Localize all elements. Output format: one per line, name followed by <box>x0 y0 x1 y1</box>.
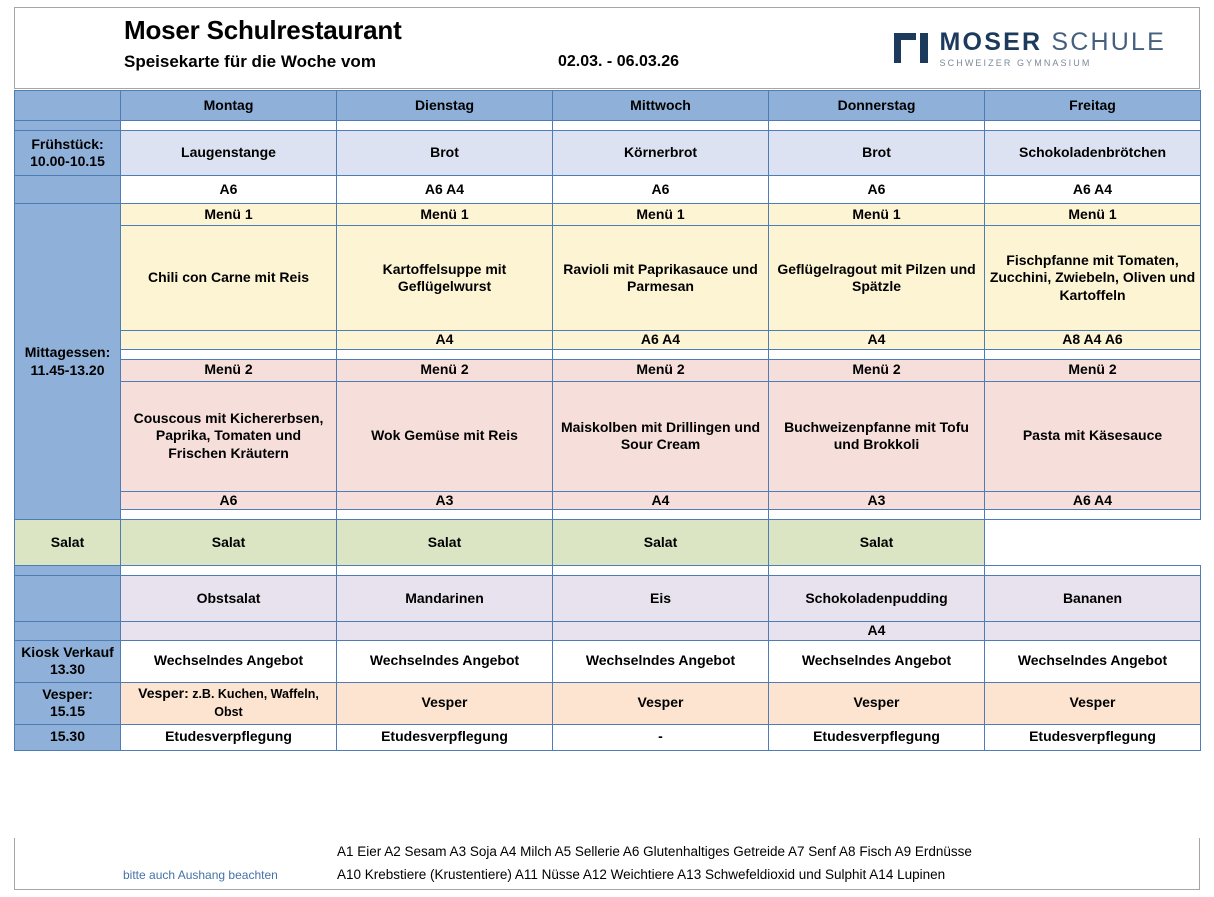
menu2-item-row <box>15 381 1201 491</box>
time-label-evening: 15.30 <box>15 724 121 750</box>
salad-dienstag: Salat <box>121 520 337 566</box>
menu1-item-montag: Chili con Carne mit Reis <box>121 226 337 331</box>
kiosk-label-line2: 13.30 <box>49 661 86 677</box>
menu1-label-donnerstag: Menü 1 <box>769 204 985 226</box>
spacer-cell <box>337 510 553 520</box>
dessert-row <box>15 576 1201 622</box>
spacer-row-1 <box>15 121 1201 131</box>
menu1-allergen-dienstag: A4 <box>337 331 553 350</box>
dessert-allergen-dienstag <box>337 622 553 641</box>
menu1-label-row <box>15 204 1201 226</box>
spacer-cell <box>337 566 553 576</box>
kiosk-freitag: Wechselndes Angebot <box>985 640 1201 682</box>
kiosk-row <box>15 640 1201 682</box>
menu1-allergen-row <box>15 331 1201 350</box>
breakfast-label-line1: Frühstück: <box>31 135 104 152</box>
header-corner-cell <box>15 91 121 121</box>
breakfast-donnerstag: Brot <box>769 131 985 176</box>
weekly-menu-table <box>14 90 1201 751</box>
menu1-item-row <box>15 226 1201 331</box>
dessert-allergen-mittwoch <box>553 622 769 641</box>
breakfast-label-line2: 10.00-10.15 <box>30 153 105 169</box>
spacer-cell <box>15 121 121 131</box>
menu1-allergen-mittwoch: A6 A4 <box>553 331 769 350</box>
menu2-item-dienstag: Wok Gemüse mit Reis <box>337 381 553 491</box>
breakfast-dienstag: Brot <box>337 131 553 176</box>
evening-row <box>15 724 1201 750</box>
menu2-label-mittwoch: Menü 2 <box>553 359 769 381</box>
evening-donnerstag: Etudesverpflegung <box>769 724 985 750</box>
breakfast-mittwoch: Körnerbrot <box>553 131 769 176</box>
spacer-cell <box>15 566 121 576</box>
allergen-legend <box>14 838 1200 890</box>
day-header-mittwoch: Mittwoch <box>553 91 769 121</box>
spacer-cell <box>985 121 1201 131</box>
menu1-label-mittwoch: Menü 1 <box>553 204 769 226</box>
menu1-allergen-freitag: A8 A4 A6 <box>985 331 1201 350</box>
vesper-mittwoch: Vesper <box>553 682 769 724</box>
spacer-cell <box>769 510 985 520</box>
spacer-cell <box>15 176 121 204</box>
menu1-allergen-montag <box>121 331 337 350</box>
day-header-dienstag: Dienstag <box>337 91 553 121</box>
time-label-kiosk <box>15 640 121 682</box>
vesper-montag-main: Vesper: <box>138 685 189 702</box>
spacer-cell <box>553 510 769 520</box>
allergen-legend-line2: A10 Krebstiere (Krustentiere) A11 Nüsse A12 Weichtiere A13 Schwefeldioxid und Sulphit A14 Lupinen <box>337 867 946 882</box>
menu2-allergen-donnerstag: A3 <box>769 491 985 510</box>
spacer-cell <box>985 566 1201 576</box>
menu1-item-donnerstag: Geflügelragout mit Pilzen und Spätzle <box>769 226 985 331</box>
kiosk-montag: Wechselndes Angebot <box>121 640 337 682</box>
spacer-cell <box>769 566 985 576</box>
menu1-item-mittwoch: Ravioli mit Paprikasauce und Parmesan <box>553 226 769 331</box>
dessert-dienstag: Mandarinen <box>337 576 553 622</box>
spacer-cell <box>15 622 121 641</box>
breakfast-allergen-donnerstag: A6 <box>769 176 985 204</box>
vesper-dienstag: Vesper <box>337 682 553 724</box>
kiosk-label-line1: Kiosk Verkauf <box>21 643 114 660</box>
spacer-cell <box>121 349 337 359</box>
salad-montag: Salat <box>15 520 121 566</box>
salad-row <box>15 520 1201 566</box>
page-title: Moser Schulrestaurant <box>124 15 402 45</box>
dessert-allergen-row <box>15 622 1201 641</box>
vesper-montag-detail: z.B. Kuchen, Waffeln, Obst <box>188 687 319 719</box>
vesper-freitag: Vesper <box>985 682 1201 724</box>
menu2-label-row <box>15 359 1201 381</box>
moser-logo-mark-icon <box>894 33 928 68</box>
logo-text <box>940 30 1166 68</box>
menu2-item-montag: Couscous mit Kichererbsen, Paprika, Tomaten und Frischen Kräutern <box>121 381 337 491</box>
time-label-vesper <box>15 682 121 724</box>
menu1-allergen-donnerstag: A4 <box>769 331 985 350</box>
evening-dienstag: Etudesverpflegung <box>337 724 553 750</box>
menu2-label-freitag: Menü 2 <box>985 359 1201 381</box>
dessert-mittwoch: Eis <box>553 576 769 622</box>
evening-mittwoch: - <box>553 724 769 750</box>
menu1-label-freitag: Menü 1 <box>985 204 1201 226</box>
lunch-label-line2: 11.45-13.20 <box>30 361 105 378</box>
day-header-donnerstag: Donnerstag <box>769 91 985 121</box>
spacer-cell <box>337 121 553 131</box>
dessert-donnerstag: Schokoladenpudding <box>769 576 985 622</box>
table-header-row <box>15 91 1201 121</box>
kiosk-donnerstag: Wechselndes Angebot <box>769 640 985 682</box>
logo-name-light: SCHULE <box>1051 28 1166 56</box>
menu2-item-mittwoch: Maiskolben mit Drillingen und Sour Cream <box>553 381 769 491</box>
vesper-row <box>15 682 1201 724</box>
kiosk-mittwoch: Wechselndes Angebot <box>553 640 769 682</box>
lunch-label-line1: Mittagessen: <box>24 344 111 360</box>
spacer-cell <box>553 349 769 359</box>
vesper-label-line1: Vesper: <box>42 685 93 702</box>
menu2-allergen-mittwoch: A4 <box>553 491 769 510</box>
dessert-freitag: Bananen <box>985 576 1201 622</box>
menu2-label-donnerstag: Menü 2 <box>769 359 985 381</box>
dessert-allergen-donnerstag: A4 <box>769 622 985 641</box>
spacer-row-2 <box>15 349 1201 359</box>
time-label-lunch <box>15 204 121 520</box>
evening-montag: Etudesverpflegung <box>121 724 337 750</box>
logo-name <box>940 28 1166 56</box>
dessert-allergen-montag <box>121 622 337 641</box>
dessert-montag: Obstsalat <box>121 576 337 622</box>
vesper-label-line2: 15.15 <box>49 703 86 719</box>
day-header-freitag: Freitag <box>985 91 1201 121</box>
spacer-cell <box>553 566 769 576</box>
spacer-cell <box>337 349 553 359</box>
menu2-label-dienstag: Menü 2 <box>337 359 553 381</box>
menu2-item-freitag: Pasta mit Käsesauce <box>985 381 1201 491</box>
menu2-allergen-montag: A6 <box>121 491 337 510</box>
breakfast-freitag: Schokoladenbrötchen <box>985 131 1201 176</box>
spacer-cell <box>769 121 985 131</box>
spacer-cell <box>985 510 1201 520</box>
menu1-item-freitag: Fischpfanne mit Tomaten, Zucchini, Zwiebeln, Oliven und Kartoffeln <box>985 226 1201 331</box>
vesper-montag <box>121 682 337 724</box>
menu2-label-montag: Menü 2 <box>121 359 337 381</box>
aushang-note: bitte auch Aushang beachten <box>123 868 278 882</box>
salad-mittwoch: Salat <box>337 520 553 566</box>
spacer-cell <box>985 349 1201 359</box>
menu2-item-donnerstag: Buchweizenpfanne mit Tofu und Brokkoli <box>769 381 985 491</box>
menu2-allergen-freitag: A6 A4 <box>985 491 1201 510</box>
spacer-cell <box>553 121 769 131</box>
menu1-label-montag: Menü 1 <box>121 204 337 226</box>
menu1-item-dienstag: Kartoffelsuppe mit Geflügelwurst <box>337 226 553 331</box>
salad-freitag: Salat <box>769 520 985 566</box>
breakfast-row <box>15 131 1201 176</box>
dessert-allergen-freitag <box>985 622 1201 641</box>
spacer-row-4 <box>15 566 1201 576</box>
allergen-legend-line1: A1 Eier A2 Sesam A3 Soja A4 Milch A5 Sellerie A6 Glutenhaltiges Getreide A7 Senf A8 Fisch A9 Erdnüsse <box>337 844 972 859</box>
school-logo <box>894 30 1166 68</box>
spacer-cell <box>15 576 121 622</box>
page-subtitle: Speisekarte für die Woche vom <box>124 52 376 71</box>
breakfast-allergen-freitag: A6 A4 <box>985 176 1201 204</box>
logo-tagline: SCHWEIZER GYMNASIUM <box>939 58 1092 68</box>
kiosk-dienstag: Wechselndes Angebot <box>337 640 553 682</box>
salad-donnerstag: Salat <box>553 520 769 566</box>
page-header <box>14 7 1200 89</box>
menu2-allergen-row <box>15 491 1201 510</box>
time-label-breakfast <box>15 131 121 176</box>
day-header-montag: Montag <box>121 91 337 121</box>
menu1-label-dienstag: Menü 1 <box>337 204 553 226</box>
evening-freitag: Etudesverpflegung <box>985 724 1201 750</box>
spacer-cell <box>121 566 337 576</box>
spacer-cell <box>121 510 337 520</box>
breakfast-allergen-dienstag: A6 A4 <box>337 176 553 204</box>
breakfast-montag: Laugenstange <box>121 131 337 176</box>
breakfast-allergen-montag: A6 <box>121 176 337 204</box>
spacer-row-3 <box>15 510 1201 520</box>
breakfast-allergen-row <box>15 176 1201 204</box>
vesper-donnerstag: Vesper <box>769 682 985 724</box>
logo-name-bold: MOSER <box>939 28 1043 56</box>
menu2-allergen-dienstag: A3 <box>337 491 553 510</box>
breakfast-allergen-mittwoch: A6 <box>553 176 769 204</box>
week-range: 02.03. - 06.03.26 <box>558 53 679 70</box>
spacer-cell <box>769 349 985 359</box>
spacer-cell <box>121 121 337 131</box>
